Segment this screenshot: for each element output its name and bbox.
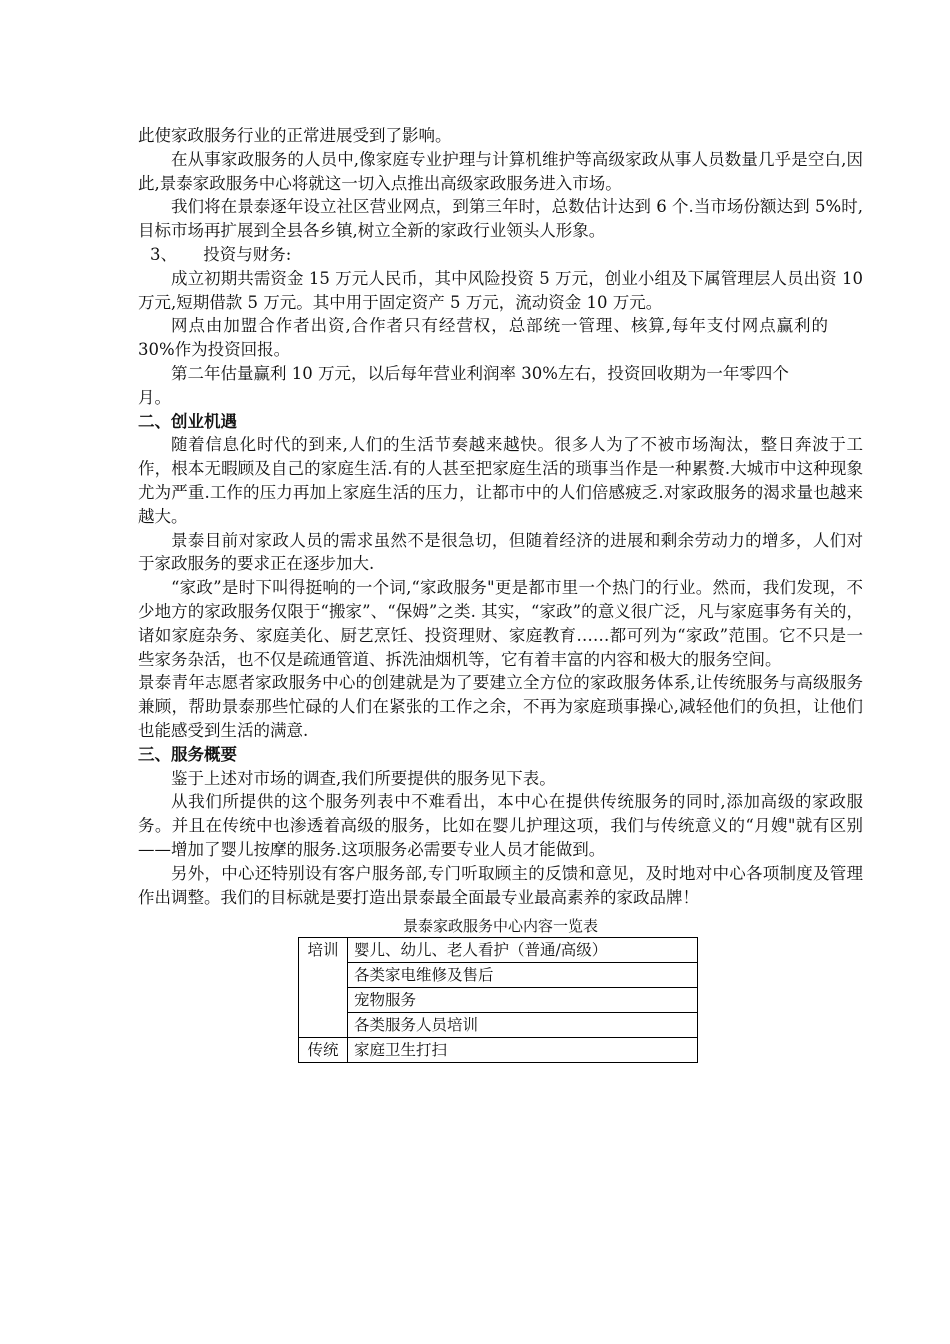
table-row [299,938,698,963]
paragraph: 第二年估量赢利 10 万元，以后每年营业利润率 30%左右，投资回收期为一年零四个 [171,363,789,383]
paragraph: 景泰青年志愿者家政服务中心的创建就是为了要建立全方位的家政服务体系,让传统服务与高级服务兼顾，帮助景泰那些忙碌的人们在紧张的工作之余，不再为家庭琐事操心,减轻他们的负担，让他们也能感受到生活的满意. [138,673,863,740]
table-row [299,963,698,988]
service-table [298,937,698,1063]
paragraph: 鉴于上述对市场的调查,我们所要提供的服务见下表。 [171,768,556,788]
paragraph: 在从事家政服务的人员中,像家庭专业护理与计算机维护等高级家政从事人员数量几乎是空白,因此,景泰家政服务中心将就这一切入点推出高级家政服务进入市场。 [138,149,863,193]
table-row [299,1013,698,1038]
list-item-investment-finance: 3、 投资与财务: [150,244,292,264]
table-caption: 景泰家政服务中心内容一览表 [402,917,598,936]
table-row [299,988,698,1013]
paragraph: 另外，中心还特别设有客户服务部,专门听取顾主的反馈和意见，及时地对中心各项制度及管理作出调整。我们的目标就是要打造出景泰最全面最专业最高素养的家政品牌！ [138,863,863,907]
paragraph: 景泰目前对家政人员的需求虽然不是很急切，但随着经济的进展和剩余劳动力的增多，人们对于家政服务的要求正在逐步加大. [138,530,863,574]
paragraph: 此使家政服务行业的正常进展受到了影响。 [138,126,452,145]
table-row [299,1038,698,1063]
table-category-cell: 传统 [299,1038,348,1063]
table-cell: 宠物服务 [348,988,698,1013]
paragraph: 月。 [138,387,171,407]
paragraph: 从我们所提供的这个服务列表中不难看出，本中心在提供传统服务的同时,添加高级的家政服务。并且在传统中也渗透着高级的服务，比如在婴儿护理这项，我们与传统意义的“月嫂"就有区别——增加了婴儿按摩的服务.这项服务必需要专业人员才能做到。 [138,792,863,859]
paragraph: 随着信息化时代的到来,人们的生活节奏越来越快。很多人为了不被市场淘汰，整日奔波于工作，根本无暇顾及自己的家庭生活.有的人甚至把家庭生活的琐事当作是一种累赘.大城市中这种现象尤为严重.工作的压力再加上家庭生活的压力，让都市中的人们倍感疲乏.对家政服务的渴求量也越来越大。 [138,435,863,526]
document-page [138,124,863,1063]
section-heading-service-overview: 三、服务概要 [138,744,237,764]
table-cell: 各类家电维修及售后 [348,963,698,988]
table-cell: 家庭卫生打扫 [348,1038,698,1063]
paragraph: 我们将在景泰逐年设立社区营业网点，到第三年时，总数估计达到 6 个.当市场份额达到 5%时,目标市场再扩展到全县各乡镇,树立全新的家政行业领头人形象。 [138,197,863,241]
table-cell: 各类服务人员培训 [348,1013,698,1038]
table-cell: 婴儿、幼儿、老人看护（普通/高级） [348,938,698,963]
paragraph: “家政”是时下叫得挺响的一个词,“家政服务"更是都市里一个热门的行业。然而，我们发现，不少地方的家政服务仅限于“搬家”、“保姆”之类. 其实，“家政”的意义很广泛，凡与家庭事务有关的，诸如家庭杂务、家庭美化、厨艺烹饪、投资理财、家庭教育……都可列为“家政”范围。它不只是一些家务杂活，也不仅是疏通管道、拆洗油烟机等，它有着丰富的内容和极大的服务空间。 [138,578,863,669]
table-category-cell: 培训 [299,938,348,1038]
section-heading-opportunity: 二、创业机遇 [138,411,237,431]
paragraph: 网点由加盟合作者出资,合作者只有经营权，总部统一管理、核算,每年支付网点赢利的 30%作为投资回报。 [138,316,828,360]
paragraph: 成立初期共需资金 15 万元人民币，其中风险投资 5 万元，创业小组及下属管理层人员出资 10 万元,短期借款 5 万元。其中用于固定资产 5 万元，流动资金 10 万元。 [138,268,863,312]
